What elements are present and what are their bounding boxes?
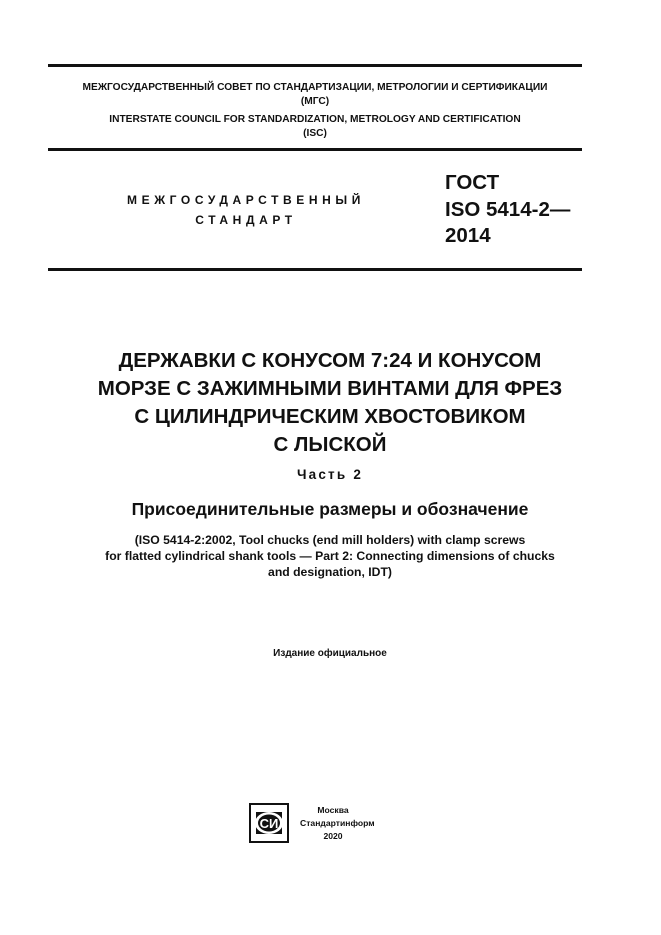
edition-label: Издание официальное [273, 648, 387, 659]
designation-line1: ГОСТ [445, 171, 500, 194]
iso-reference-line1: (ISO 5414-2:2002, Tool chucks (end mill holders) with clamp screws [134, 533, 526, 547]
iso-reference-line3: and designation, IDT) [268, 565, 392, 579]
part-number: Часть 2 [296, 467, 364, 482]
document-title [40, 347, 620, 459]
designation-line2: ISO 5414-2— [445, 197, 571, 221]
iso-reference [40, 532, 620, 580]
standard-type-line1: МЕЖГОСУДАРСТВЕННЫЙ [127, 193, 365, 207]
council-english [48, 113, 582, 141]
council-english-name: INTERSTATE COUNCIL FOR STANDARDIZATION, METROLOGY AND CERTIFICATION [109, 114, 521, 125]
logo-text: СИ [259, 816, 279, 831]
iso-reference-line2: for flatted cylindrical shank tools — Part 2: Connecting dimensions of chucks [105, 549, 555, 563]
standard-designation [445, 170, 570, 250]
publisher-name: Стандартинформ [300, 818, 375, 828]
council-russian [48, 81, 582, 109]
title-line2: МОРЗЕ С ЗАЖИМНЫМИ ВИНТАМИ ДЛЯ ФРЕЗ [97, 377, 563, 400]
title-line4: С ЛЫСКОЙ [273, 433, 387, 456]
document-subtitle: Присоединительные размеры и обозначение [131, 499, 529, 519]
council-russian-abbr: (МГС) [300, 96, 330, 107]
lower-rule [48, 268, 582, 271]
standard-type-line2: СТАНДАРТ [195, 213, 297, 227]
publisher-info [300, 804, 375, 843]
standartinform-logo-icon [249, 803, 289, 843]
middle-rule [48, 148, 582, 151]
publisher-city: Москва [317, 805, 349, 815]
council-english-abbr: (ISC) [303, 128, 327, 139]
title-line1: ДЕРЖАВКИ С КОНУСОМ 7:24 И КОНУСОМ [118, 349, 542, 372]
council-russian-name: МЕЖГОСУДАРСТВЕННЫЙ СОВЕТ ПО СТАНДАРТИЗАЦИИ, МЕТРОЛОГИИ И СЕРТИФИКАЦИИ [82, 82, 548, 93]
publication-year: 2020 [323, 831, 343, 841]
designation-line3: 2014 [445, 224, 491, 247]
standard-type-label [110, 190, 382, 230]
title-line3: С ЦИЛИНДРИЧЕСКИМ ХВОСТОВИКОМ [134, 405, 526, 428]
top-rule [48, 64, 582, 67]
